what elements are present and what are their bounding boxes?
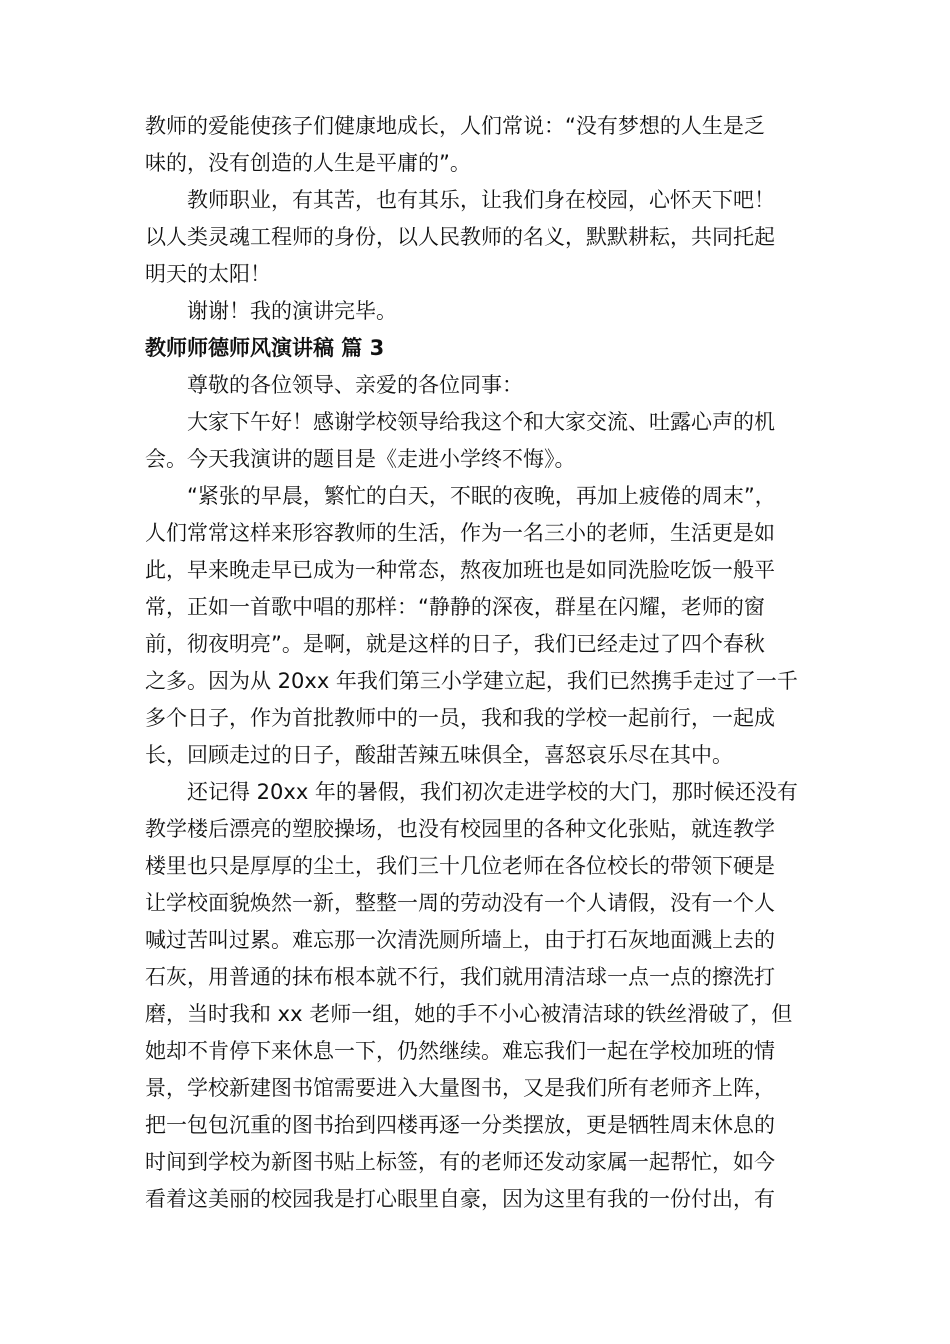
- paragraph: [145, 404, 813, 478]
- paragraph: [145, 478, 813, 774]
- paragraph-line: 喊过苦叫过累。难忘那一次清洗厕所墙上，由于打石灰地面溅上去的: [145, 928, 775, 952]
- paragraph-line: 时间到学校为新图书贴上标签，有的老师还发动家属一起帮忙，如今: [145, 1150, 775, 1174]
- paragraph-line: 教师的爱能使孩子们健康地成长，人们常说：“没有梦想的人生是乏: [145, 114, 765, 138]
- paragraph-line: 以人类灵魂工程师的身份，以人民教师的名义，默默耕耘，共同托起: [145, 225, 775, 249]
- paragraph-line: 明天的太阳！: [145, 262, 271, 286]
- section-heading: [145, 330, 813, 367]
- document-body: [145, 108, 813, 1218]
- paragraph-line: 还记得 20xx 年的暑假，我们初次走进学校的大门，那时候还没有: [145, 780, 798, 804]
- paragraph: [145, 182, 813, 293]
- paragraph-line: 多个日子，作为首批教师中的一员，我和我的学校一起前行，一起成: [145, 706, 775, 730]
- paragraph-line: 此，早来晚走早已成为一种常态，熬夜加班也是如同洗脸吃饭一般平: [145, 558, 775, 582]
- paragraph-line: 会。今天我演讲的题目是《走进小学终不悔》。: [145, 447, 576, 471]
- paragraph-line: 景，学校新建图书馆需要进入大量图书，又是我们所有老师齐上阵，: [145, 1076, 775, 1100]
- heading-text: 教师师德师风演讲稿 篇 3: [145, 336, 385, 360]
- paragraph-line: “紧张的早晨，繁忙的白天，不眠的夜晚，再加上疲倦的周末”，: [145, 484, 776, 508]
- paragraph-line: 让学校面貌焕然一新，整整一周的劳动没有一个人请假，没有一个人: [145, 891, 775, 915]
- paragraph-line: 谢谢！我的演讲完毕。: [145, 299, 397, 323]
- paragraph-line: 看着这美丽的校园我是打心眼里自豪，因为这里有我的一份付出，有: [145, 1187, 775, 1211]
- paragraph-line: 尊敬的各位领导、亲爱的各位同事：: [145, 373, 523, 397]
- paragraph-line: 之多。因为从 20xx 年我们第三小学建立起，我们已然携手走过了一千: [145, 669, 798, 693]
- paragraph-line: 人们常常这样来形容教师的生活，作为一名三小的老师，生活更是如: [145, 521, 775, 545]
- paragraph: [145, 774, 813, 1218]
- paragraph-line: 把一包包沉重的图书抬到四楼再逐一分类摆放，更是牺牲周末休息的: [145, 1113, 775, 1137]
- paragraph-line: 教师职业，有其苦，也有其乐，让我们身在校园，心怀天下吧！: [145, 188, 775, 212]
- paragraph-line: 大家下午好！感谢学校领导给我这个和大家交流、吐露心声的机: [145, 410, 775, 434]
- paragraph-line: 石灰，用普通的抹布根本就不行，我们就用清洁球一点一点的擦洗打: [145, 965, 775, 989]
- paragraph-line: 教学楼后漂亮的塑胶操场，也没有校园里的各种文化张贴，就连教学: [145, 817, 775, 841]
- paragraph-line: 磨，当时我和 xx 老师一组，她的手不小心被清洁球的铁丝滑破了，但: [145, 1002, 793, 1026]
- paragraph: [145, 108, 813, 182]
- paragraph-line: 长，回顾走过的日子，酸甜苦辣五味俱全，喜怒哀乐尽在其中。: [145, 743, 733, 767]
- paragraph: [145, 293, 813, 330]
- paragraph-line: 她却不肯停下来休息一下，仍然继续。难忘我们一起在学校加班的情: [145, 1039, 775, 1063]
- paragraph-line: 常，正如一首歌中唱的那样：“静静的深夜，群星在闪耀，老师的窗: [145, 595, 765, 619]
- paragraph-line: 味的，没有创造的人生是平庸的”。: [145, 151, 471, 175]
- paragraph-line: 楼里也只是厚厚的尘土，我们三十几位老师在各位校长的带领下硬是: [145, 854, 775, 878]
- paragraph-line: 前，彻夜明亮”。是啊，就是这样的日子，我们已经走过了四个春秋: [145, 632, 765, 656]
- paragraph: [145, 367, 813, 404]
